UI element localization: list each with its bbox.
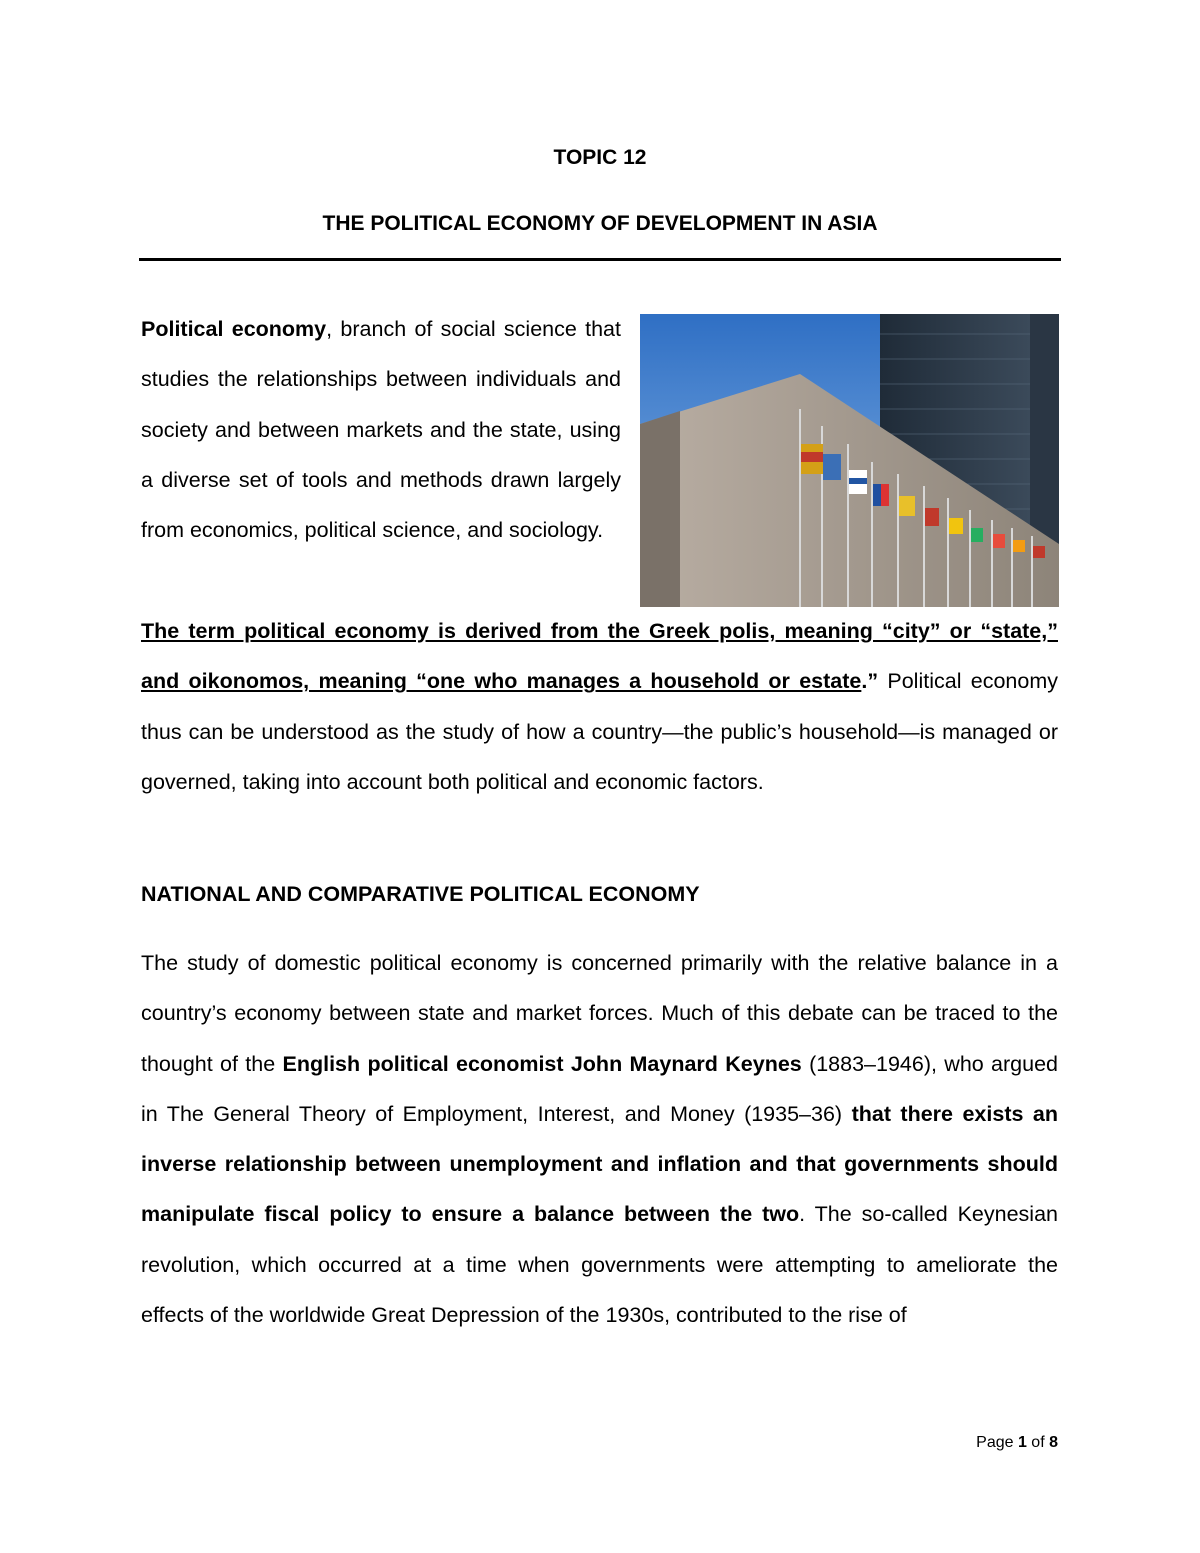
intro-definition: , branch of social science that studies the relationships between individuals and society and between markets and the state, using a diverse set of tools and methods drawn largely from economics, political science, and sociology. [141,317,621,543]
topic-label: TOPIC 12 [553,146,647,169]
page-number: 1 [1017,1434,1027,1451]
document-title: THE POLITICAL ECONOMY OF DEVELOPMENT IN ASIA [322,212,878,235]
keynes-paragraph [141,938,1058,1340]
building-with-flags-photo [640,314,1059,607]
of-word: of [1026,1434,1050,1451]
page-footer [976,1434,1058,1452]
keynes-part1: The study of domestic political economy is concerned primarily with the relative balance in a country’s economy between state and market forces. Much of this debate can be traced to the thought of the [141,951,1058,1076]
etymology-emphasis-end: .” [861,669,879,694]
keynes-part3: . The so-called Keynesian revolution, which occurred at a time when governments were attempting to ameliorate the effects of the worldwide Great Depression of the 1930s, contributed to the rise of [141,1202,1058,1328]
etymology-paragraph [141,606,1058,807]
section-heading: NATIONAL AND COMPARATIVE POLITICAL ECONOMY [141,882,700,906]
keynes-part2: (1883–1946), who argued in The General Theory of Employment, Interest, and Money (1935–36) [141,1051,1058,1126]
page-total: 8 [1049,1434,1058,1451]
term-political-economy: Political economy [141,317,327,341]
intro-paragraph [141,304,621,555]
keynes-bold2: that there exists an inverse relationship between unemployment and inflation and that governments should manipulate fiscal policy to ensure a balance between the two [141,1101,1058,1227]
page-word: Page [976,1434,1018,1451]
keynes-bold1: English political economist John Maynard Keynes [282,1051,802,1076]
etymology-rest: Political economy thus can be understood as the study of how a country—the public’s household—is managed or governed, taking into account both political and economic factors. [141,669,1058,794]
title-divider [139,258,1061,261]
etymology-emphasis: The term political economy is derived from the Greek polis, meaning “city” or “state,” and oikonomos, meaning “one who manages a household or estate [141,619,1058,694]
